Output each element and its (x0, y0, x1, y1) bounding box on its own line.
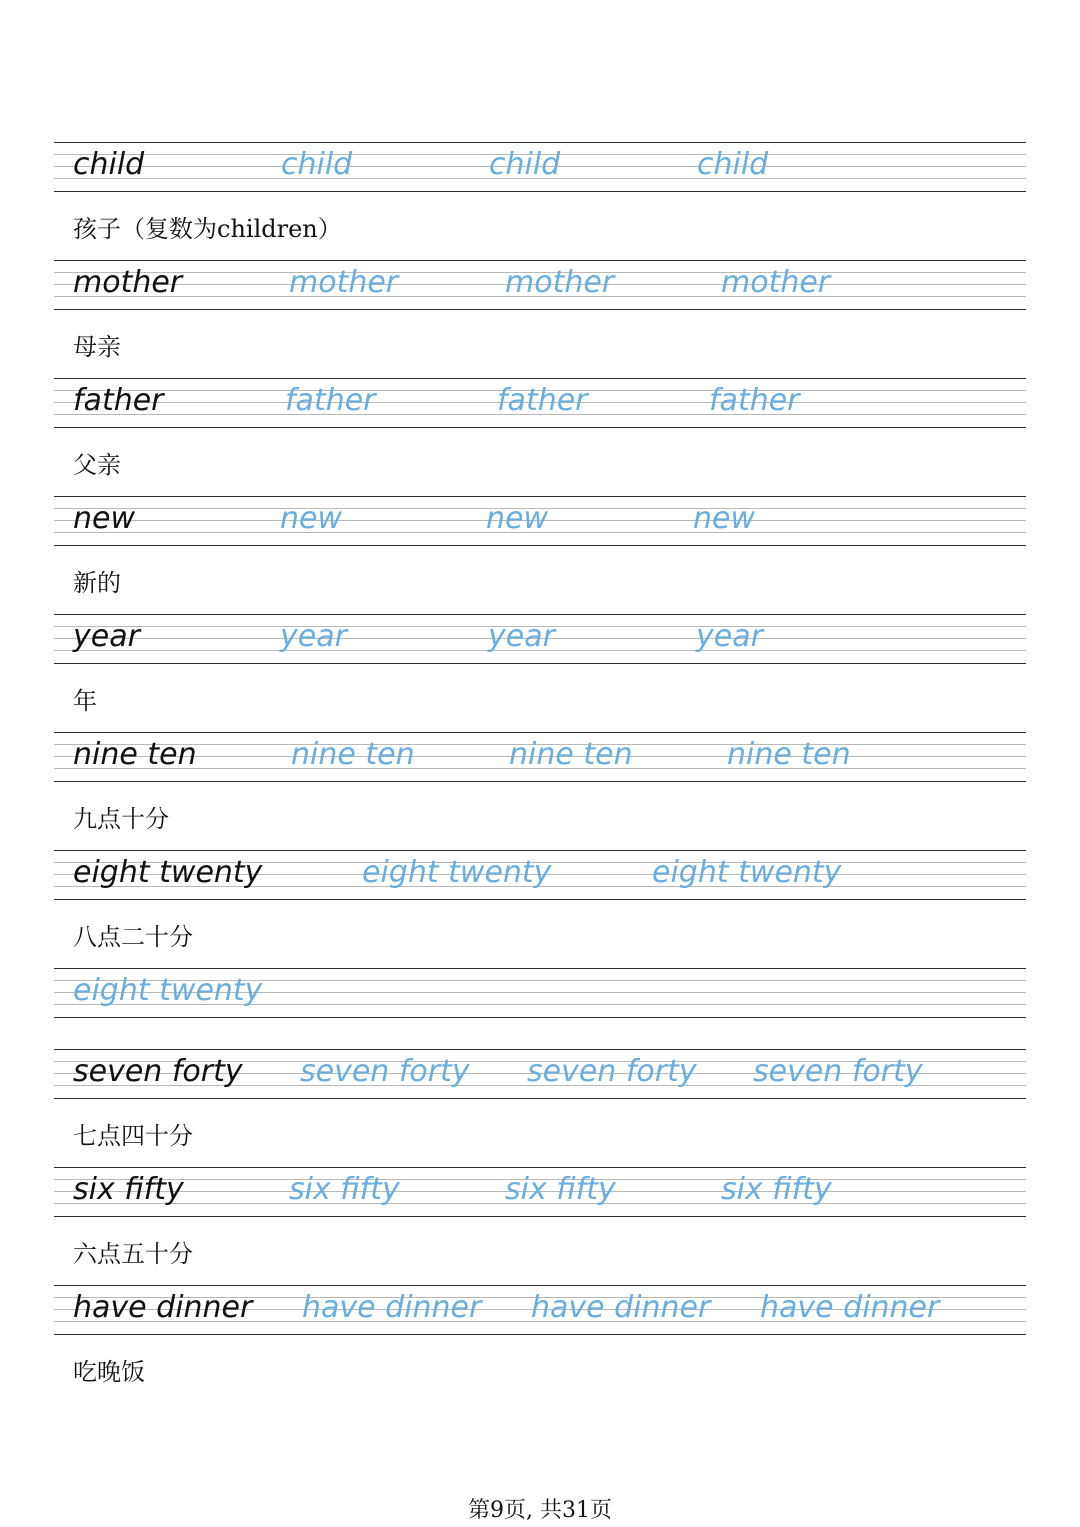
meaning: 新的 (73, 569, 121, 597)
trace-word: nine ten (291, 737, 415, 772)
word: seven forty (73, 1054, 243, 1089)
trace-word: child (281, 147, 353, 182)
word: have dinner (73, 1290, 253, 1325)
meaning: 七点四十分 (73, 1122, 193, 1150)
trace-word: eight twenty (362, 855, 552, 890)
word: new (73, 501, 136, 536)
word: nine ten (73, 737, 197, 772)
meaning: 八点二十分 (73, 923, 193, 951)
writing-row-nine-ten (54, 732, 1026, 782)
meaning: 年 (73, 687, 97, 715)
trace-word: child (697, 147, 769, 182)
trace-word: mother (721, 265, 831, 300)
trace-word: father (709, 383, 800, 418)
trace-word: six fifty (721, 1172, 832, 1207)
writing-row-eight-twenty (54, 850, 1026, 900)
writing-row-child (54, 142, 1026, 192)
writing-row-father (54, 378, 1026, 428)
trace-word: nine ten (509, 737, 633, 772)
trace-word: eight twenty (73, 973, 263, 1008)
meaning: 六点五十分 (73, 1240, 193, 1268)
writing-row-seven-forty (54, 1049, 1026, 1099)
writing-row-mother (54, 260, 1026, 310)
trace-word: nine ten (727, 737, 851, 772)
writing-row-new (54, 496, 1026, 546)
meaning: 母亲 (73, 333, 121, 361)
meaning: 孩子（复数为children） (73, 215, 342, 243)
trace-word: year (280, 619, 347, 654)
trace-word: six fifty (505, 1172, 616, 1207)
meaning: 九点十分 (73, 805, 169, 833)
trace-word: new (486, 501, 549, 536)
trace-word: have dinner (531, 1290, 711, 1325)
trace-word: mother (289, 265, 399, 300)
trace-word: eight twenty (652, 855, 842, 890)
trace-word: child (489, 147, 561, 182)
word: child (73, 147, 145, 182)
trace-word: seven forty (527, 1054, 697, 1089)
page-footer: 第9页, 共31页 (468, 1498, 612, 1523)
word: father (73, 383, 164, 418)
trace-word: six fifty (289, 1172, 400, 1207)
trace-word: new (693, 501, 756, 536)
word: six fifty (73, 1172, 184, 1207)
word: mother (73, 265, 183, 300)
trace-word: new (280, 501, 343, 536)
writing-row-year (54, 614, 1026, 664)
meaning: 父亲 (73, 451, 121, 479)
writing-row-have-dinner (54, 1285, 1026, 1335)
trace-word: year (488, 619, 555, 654)
trace-word: father (497, 383, 588, 418)
trace-word: seven forty (753, 1054, 923, 1089)
writing-row-six-fifty (54, 1167, 1026, 1217)
trace-word: have dinner (302, 1290, 482, 1325)
word: year (73, 619, 140, 654)
trace-word: father (285, 383, 376, 418)
meaning: 吃晚饭 (73, 1358, 145, 1386)
trace-word: mother (505, 265, 615, 300)
trace-word: have dinner (760, 1290, 940, 1325)
trace-word: year (696, 619, 763, 654)
trace-word: seven forty (300, 1054, 470, 1089)
word: eight twenty (73, 855, 263, 890)
writing-row-trace-only (54, 968, 1026, 1018)
